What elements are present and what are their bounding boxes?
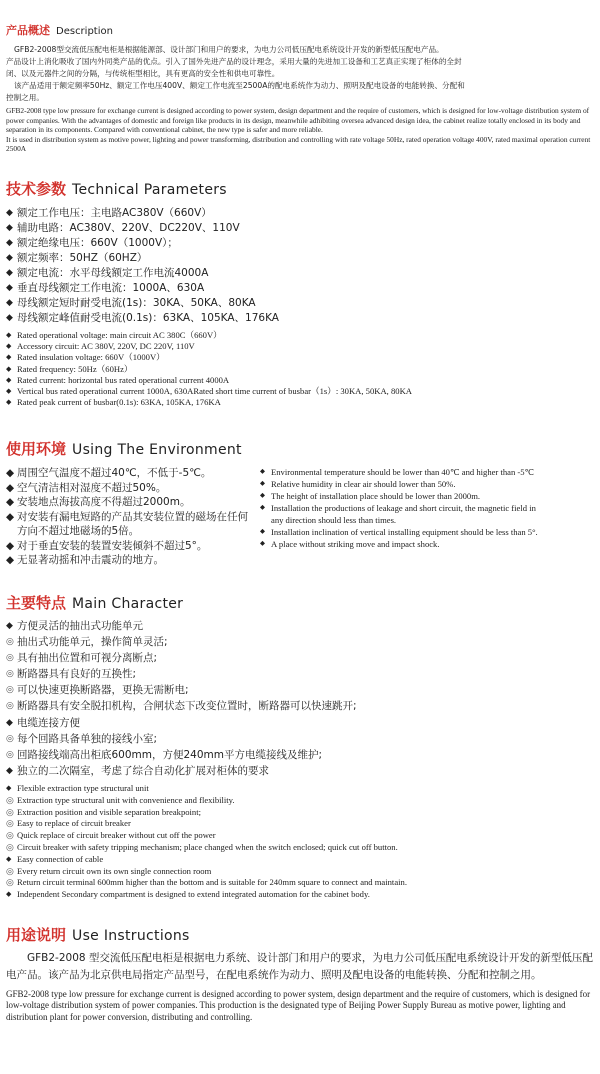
diamond-bullet-icon: ◆	[6, 283, 13, 293]
list-item: ◎ 断路器具有良好的互换性;	[6, 666, 594, 682]
diamond-bullet-icon: ◆	[6, 298, 13, 308]
list-item: ◆ 额定频率：50HZ（60HZ）	[6, 252, 148, 264]
diamond-bullet-icon: ◆	[260, 528, 265, 535]
usage-title-zh: 用途说明	[6, 926, 67, 944]
list-item: ◆ 辅助电路：AC380V、220V、DC220V、110V	[6, 222, 240, 234]
ring-bullet-icon: ◎	[6, 794, 14, 805]
list-item: ◆ 周围空气温度不超过40℃，不低于-5℃。	[6, 467, 212, 479]
list-item: ◆ Rated current: horizontal bus rated operational current 4000A	[6, 374, 230, 385]
list-item: ◆ Rated frequency: 50Hz（60Hz）	[6, 363, 133, 374]
ring-bullet-icon: ◎	[6, 806, 14, 817]
diamond-bullet-icon: ◆	[6, 554, 15, 566]
technical-heading	[6, 178, 594, 202]
diamond-bullet-icon: ◆	[6, 268, 13, 278]
list-item: ◎ 抽出式功能单元，操作简单灵活;	[6, 634, 594, 650]
list-item: ◆ Flexible extraction type structural unit	[6, 782, 149, 793]
diamond-bullet-icon: ◆	[6, 890, 12, 899]
ring-bullet-icon: ◎	[6, 818, 14, 829]
list-item: ◎ Every return circuit own its own single connection room	[6, 865, 212, 876]
overview-heading	[6, 22, 594, 46]
list-item: ◆ Easy connection of cable	[6, 853, 104, 864]
list-item: ◎ Quick replace of circuit breaker without cut off the power	[6, 830, 216, 841]
list-item: ◆ Rated insulation voltage: 660V（1000V）	[6, 352, 165, 363]
technical-zh-list	[6, 206, 594, 326]
list-item: ◆ Installation inclination of vertical installing equipment should be less than 5°.	[260, 527, 538, 537]
diamond-bullet-icon: ◆	[6, 496, 15, 508]
technical-title-en: Technical Parameters	[72, 182, 227, 198]
list-item: ◆ 电缆连接方便	[6, 715, 594, 731]
overview-zh-line: GFB2-2008型交流低压配电柜是根据能源部、设计部门和用户的要求，为电力公司低压配电系统设计开发的新型低压配电产品。	[14, 45, 444, 54]
environment-title-en: Using The Environment	[72, 442, 242, 458]
usage-zh-paragraph: GFB2-2008 型交流低压配电柜是根据电力系统、设计部门和用户的要求，为电力公司低压配电系统设计开发的新型低压配电产品。该产品为北京供电局指定产品型号，在配电系统作为动力、照明及配电设备的电能转换、分配和控制之用。	[6, 952, 593, 981]
diamond-bullet-icon: ◆	[6, 364, 12, 373]
overview-zh-line: 产品设计上消化吸收了国内外同类产品的优点。引入了国外先进产品的设计理念，采用大量的先进加工设备和工艺真正实现了柜体的全封	[6, 57, 462, 66]
diamond-bullet-icon: ◆	[6, 481, 15, 494]
diamond-bullet-icon: ◆	[260, 480, 265, 487]
list-item: ◆ 无显著动摇和冲击震动的地方。	[6, 554, 164, 566]
ring-bullet-icon: ◎	[6, 841, 14, 852]
usage-en-paragraph: GFB2-2008 type low pressure for exchange current is designed according to power system, design department and the require of customers, which is designed for low-voltage distribution system of power companies. This production is the designated type of Beijing Power Supply Bureau as motive power, lighting and distribution plant for power conversion, distributing and controlling.	[6, 989, 591, 1022]
usage-title-en: Use Instructions	[72, 928, 190, 944]
diamond-bullet-icon: ◆	[6, 313, 13, 323]
list-item: ◆ 空气清洁相对湿度不超过50%。	[6, 481, 167, 494]
overview-title-en: Description	[56, 26, 113, 37]
list-item: ◆ Installation the productions of leakage and short circuit, the magnetic field in any direction should less than times.	[260, 503, 536, 525]
ring-bullet-icon: ◎	[6, 637, 14, 648]
diamond-bullet-icon: ◆	[6, 783, 12, 792]
overview-zh-line: 控制之用。	[6, 93, 44, 102]
list-item: ◆ Independent Secondary compartment is designed to extend integrated automation for the cabinet body.	[6, 889, 370, 900]
overview-zh-line: 闭、以及元器件之间的分隔，与传统柜型相比，具有更高的安全性和供电可靠性。	[6, 69, 280, 78]
list-item: ◆ 额定电流：水平母线额定工作电流4000A	[6, 267, 209, 279]
diamond-bullet-icon: ◆	[260, 540, 265, 547]
list-item: ◆ 垂直母线额定工作电流：1000A、630A	[6, 282, 205, 294]
diamond-bullet-icon: ◆	[6, 208, 13, 218]
diamond-bullet-icon: ◆	[6, 331, 12, 339]
list-item: ◆ 安装地点海拔高度不得超过2000m。	[6, 496, 191, 508]
list-item: ◆ 额定绝缘电压：660V（1000V）；	[6, 237, 178, 249]
list-item: ◆ Rated operational voltage: main circuit AC 380C（660V）	[6, 330, 222, 340]
list-item: ◆ Rated peak current of busbar(0.1s): 63KA, 105KA, 176KA	[6, 397, 221, 408]
technical-title-zh: 技术参数	[6, 180, 67, 198]
diamond-bullet-icon: ◆	[6, 539, 15, 552]
list-item: ◆ 方便灵活的抽出式功能单元	[6, 618, 594, 634]
character-section	[6, 592, 594, 901]
ring-bullet-icon: ◎	[6, 701, 14, 712]
ring-bullet-icon: ◎	[6, 877, 14, 888]
list-item: ◎ Return circuit terminal 600mm higher than the bottom and is suitable for 240mm square to connect and maintain.	[6, 877, 407, 888]
list-item: ◎ 每个回路具备单独的接线小室;	[6, 731, 594, 747]
list-item: ◆ The height of installation place should be lower than 2000m.	[260, 491, 481, 501]
overview-title-zh: 产品概述	[6, 24, 50, 37]
list-item: ◎ 断路器具有安全脱扣机构，合闸状态下改变位置时，断路器可以快速跳开;	[6, 698, 594, 714]
environment-zh-list	[6, 466, 256, 568]
diamond-bullet-icon: ◆	[6, 353, 12, 362]
list-item: ◆ 母线额定短时耐受电流(1s)：30KA、50KA、80KA	[6, 297, 256, 309]
environment-title-zh: 使用环境	[6, 440, 67, 458]
list-item: ◆ Relative humidity in clear air should lower than 50%.	[260, 479, 456, 489]
list-item: ◎ 可以快速更换断路器，更换无需断电;	[6, 682, 594, 698]
diamond-bullet-icon: ◆	[6, 717, 13, 728]
ring-bullet-icon: ◎	[6, 749, 14, 760]
list-item: ◎ 回路接线端高出柜底600mm，方便240mm平方电缆接线及维护;	[6, 747, 594, 763]
overview-en-paragraph: GFB2-2008 type low pressure for exchange current is designed according to power system, design department and the require of customers, which is designed for low-voltage distribution system of power companies. With the advantages of domestic and foreign like products in its design, meanwhile adhibiting oversea advanced design idea, the cabinet realize totally enclosed in its body and separation in its components. Compared with conventional cabinet, the new type is safer and more reliable.	[6, 106, 590, 134]
ring-bullet-icon: ◎	[6, 653, 14, 664]
diamond-bullet-icon: ◆	[6, 387, 12, 396]
diamond-bullet-icon: ◆	[260, 468, 265, 475]
list-item: ◆ 额定工作电压：主电路AC380V（660V）	[6, 207, 212, 219]
list-item: ◎ Extraction position and visible separation breakpoint;	[6, 806, 202, 817]
diamond-bullet-icon: ◆	[260, 492, 265, 499]
technical-section	[6, 178, 594, 408]
list-item: ◆ 对于垂直安装的装置安装倾斜不超过5°。	[6, 539, 208, 552]
overview-en-paragraph: It is used in distribution system as motive power, lighting and power transforming, distribution and controlling with rate voltage 50Hz, rated operation voltage 400V, rated maximal operation current 2500A	[6, 134, 591, 153]
diamond-bullet-icon: ◆	[6, 854, 12, 863]
ring-bullet-icon: ◎	[6, 830, 14, 841]
list-item: ◆ 母线额定峰值耐受电流(0.1s)：63KA、105KA、176KA	[6, 312, 279, 324]
character-title-zh: 主要特点	[6, 594, 67, 612]
list-item: ◎ Circuit breaker with safety tripping mechanism; place changed when the switch enclosed; quick cut off button.	[6, 841, 398, 852]
character-title-en: Main Character	[72, 596, 184, 612]
technical-en-list	[6, 330, 594, 408]
list-item: ◆ Vertical bus rated operational current 1000A, 630ARated short time current of busbar（1s）: 30KA, 50KA, 80KA	[6, 386, 412, 397]
environment-en-list	[260, 466, 550, 568]
ring-bullet-icon: ◎	[6, 685, 14, 696]
list-item: ◆ A place without striking move and impact shock.	[260, 539, 440, 549]
character-en-list	[6, 783, 594, 901]
diamond-bullet-icon: ◆	[6, 398, 12, 407]
character-heading	[6, 592, 594, 616]
usage-section	[6, 924, 594, 1023]
list-item: ◆ 对安装有漏电短路的产品其安装位置的磁场在任何方向不超过地磁场的5倍。	[6, 510, 248, 537]
ring-bullet-icon: ◎	[6, 669, 14, 680]
list-item: ◎ 具有抽出位置和可视分离断点;	[6, 650, 594, 666]
list-item: ◆ Environmental temperature should be lower than 40℃ and higher than -5℃	[260, 467, 535, 477]
list-item: ◎ Extraction type structural unit with convenience and flexibility.	[6, 794, 235, 805]
overview-section	[6, 22, 594, 154]
diamond-bullet-icon: ◆	[6, 621, 13, 631]
ring-bullet-icon: ◎	[6, 733, 14, 744]
usage-heading	[6, 924, 594, 948]
list-item: ◆ Accessory circuit: AC 380V, 220V, DC 220V, 110V	[6, 341, 195, 352]
list-item: ◎ Easy to replace of circuit breaker	[6, 818, 131, 829]
list-item: ◆ 独立的二次隔室，考虑了综合自动化扩展对柜体的要求	[6, 763, 594, 779]
diamond-bullet-icon: ◆	[6, 510, 15, 523]
diamond-bullet-icon: ◆	[260, 504, 265, 511]
overview-zh-line: 该产品适用于额定频率50Hz、额定工作电压400V、额定工作电流至2500A的配电系统作为动力、照明及配电设备的电能转换、分配和	[14, 81, 465, 90]
environment-heading	[6, 438, 594, 462]
character-zh-list	[6, 618, 594, 779]
diamond-bullet-icon: ◆	[6, 765, 13, 776]
diamond-bullet-icon: ◆	[6, 375, 12, 384]
diamond-bullet-icon: ◆	[6, 253, 13, 263]
diamond-bullet-icon: ◆	[6, 223, 13, 233]
diamond-bullet-icon: ◆	[6, 467, 15, 479]
environment-section	[6, 438, 594, 568]
ring-bullet-icon: ◎	[6, 865, 14, 876]
diamond-bullet-icon: ◆	[6, 342, 12, 351]
diamond-bullet-icon: ◆	[6, 238, 13, 248]
